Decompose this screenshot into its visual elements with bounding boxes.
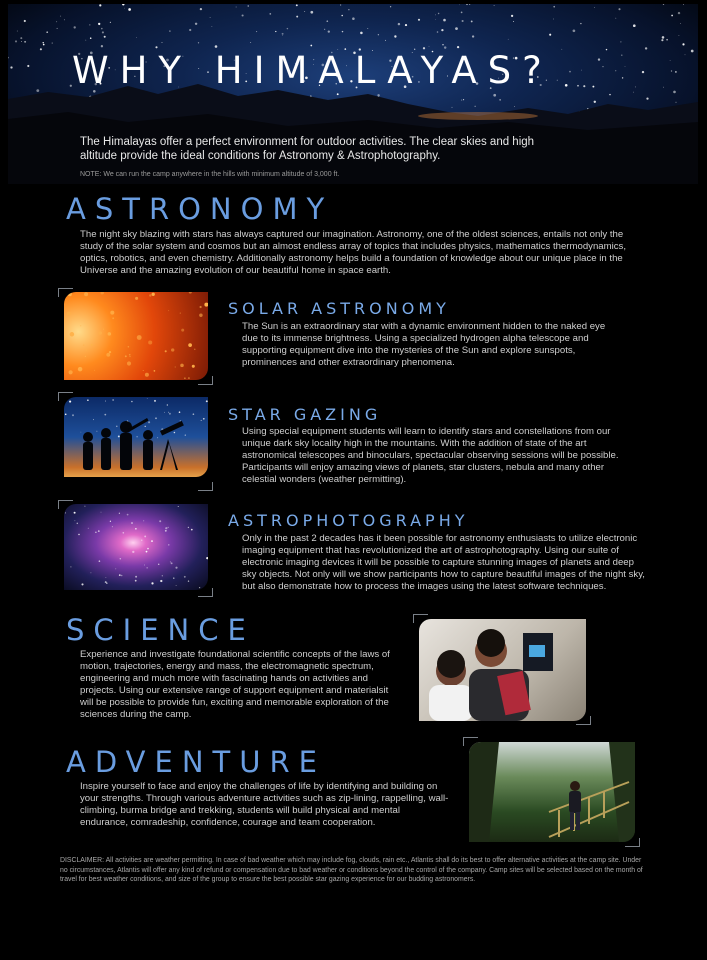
image-frame-corner xyxy=(198,588,213,597)
adventure-text: Inspire yourself to face and enjoy the challenges of life by identifying and building on your strengths. Through various adventure activities such as zip-lining, rappelling, wall-climbing, burma bridge and trekking, students will build physical and mental endurance, comradeship, confidence, courage and team cooperation. xyxy=(80,781,449,828)
science-heading: SCIENCE xyxy=(66,613,255,647)
disclaimer-text: DISCLAIMER: All activities are weather permitting. In case of bad weather which may include fog, clouds, rain etc., Atlantis shall do its best to offer alternative activities at the camp site. Under no circumstances, Atlantis will offer any kind of refund or compensation due to bad weather or conditions beyond the control of the company. Camp sites will be selected based on the month of travel for best weather conditions, and size of the group to ensure the best possible star gazing experience for our budding astronomers. xyxy=(60,857,643,883)
astrophotography-text: Only in the past 2 decades has it been possible for astronomy enthusiasts to utilize electronic imaging equipment that has revolutionized the art of astrophotography. Using our suite of electronic imaging devices it will be possible to capture stunning images of planets and deep sky objects. Not only will we show participants how to capture beautiful images of the night sky, but also demonstrate how to process the images using the latest software techniques. xyxy=(242,533,645,592)
image-frame-corner xyxy=(198,482,213,491)
image-frame-corner xyxy=(576,716,591,725)
page-title: WHY HIMALAYAS? xyxy=(72,49,553,92)
star-gazing-text: Using special equipment students will learn to identify stars and constellations from our unique dark sky locality high in the mountains. With the addition of state of the art astronomical telescopes and binoculars, spectacular observing sessions will be possible. Participants will enjoy amazing views of planets, star clusters, nebula and many other celestial wonders (weather permitting). xyxy=(242,426,619,485)
solar-astronomy-text: The Sun is an extraordinary star with a dynamic environment hidden to the naked eye due to its immense brightness. Using a specialized hydrogen alpha telescope and supporting equipment dive into the mysteries of the Sun and explore sunspots, prominences and other extraordinary phenomena. xyxy=(242,321,606,368)
star-gazing-heading: STAR GAZING xyxy=(228,405,382,424)
solar-astronomy-heading: SOLAR ASTRONOMY xyxy=(228,299,450,318)
astronomy-text: The night sky blazing with stars has always captured our imagination. Astronomy, one of the oldest sciences, entails not only the study of the solar system and cosmos but an almost endless array of topics that includes physics, mathematics thermodynamics, optics, robotics, and even chemistry. Additionally astronomy helps build a foundation of knowledge about our unique place in the Universe and the amazing evolution of our beautiful home in space earth. xyxy=(80,229,627,276)
nebula-image xyxy=(64,504,208,590)
solar-image xyxy=(64,292,208,380)
astrophotography-heading: ASTROPHOTOGRAPHY xyxy=(228,511,469,530)
science-students-image xyxy=(419,619,586,721)
image-frame-corner xyxy=(625,838,640,847)
adventure-heading: ADVENTURE xyxy=(66,745,326,779)
altitude-note: NOTE: We can run the camp anywhere in the hills with minimum altitude of 3,000 ft. xyxy=(80,171,340,178)
intro-text: The Himalayas offer a perfect environment for outdoor activities. The clear skies and high altitude provide the ideal conditions for Astronomy & Astrophotography. xyxy=(80,136,535,162)
astronomy-heading: ASTRONOMY xyxy=(66,192,334,226)
science-text: Experience and investigate foundational scientific concepts of the laws of motion, trajectories, energy and mass, the electromagnetic spectrum, engineering and much more with fascinating hands on activities and projects. Using our extensive range of support equipment and materialsit will be possible to provide fun, exciting and memorable exploration of the sciences during the camp. xyxy=(80,649,390,720)
adventure-bridge-image xyxy=(469,742,635,842)
hero-banner xyxy=(8,4,698,184)
star-gazing-image xyxy=(64,397,208,477)
image-frame-corner xyxy=(198,376,213,385)
